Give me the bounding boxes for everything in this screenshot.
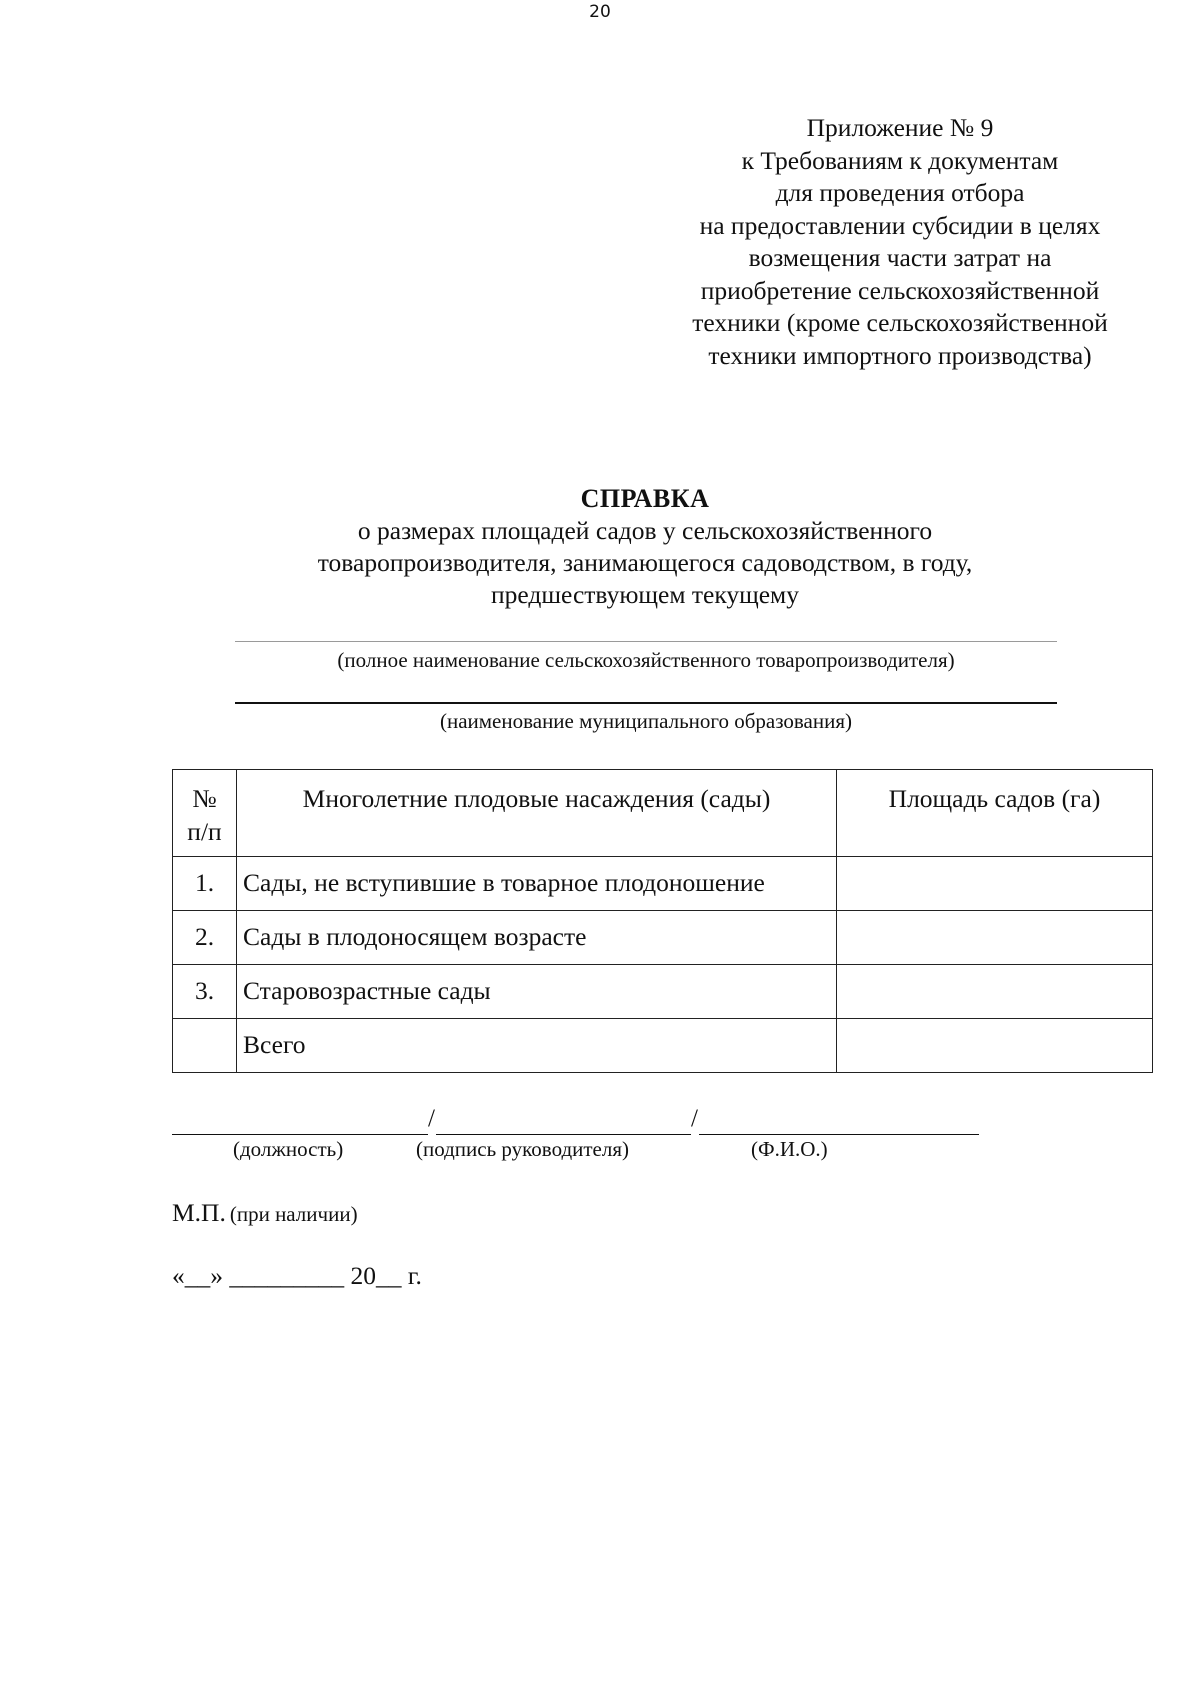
row-area-field[interactable] — [837, 965, 1153, 1019]
table-row — [173, 1019, 1153, 1073]
stamp-note: (при наличии) — [229, 1202, 358, 1226]
appendix-line: техники (кроме сельскохозяйственной — [692, 308, 1108, 337]
appendix-line: на предоставлении субсидии в целях — [699, 210, 1101, 240]
appendix-line: возмещения части затрат на — [748, 243, 1052, 272]
title-subtitle-line: товаропроизводителя, занимающегося садоводством, в году, — [317, 548, 973, 577]
municipality-field[interactable] — [235, 702, 1057, 704]
row-number: 3. — [173, 965, 237, 1019]
header-number-abbr: п/п — [187, 817, 222, 846]
table-header-row — [173, 770, 1153, 857]
signature-separator: / — [428, 1105, 435, 1132]
full-name-caption: (Ф.И.О.) — [751, 1137, 828, 1161]
municipality-caption: (наименование муниципального образования) — [439, 709, 853, 733]
title-subtitle-line: предшествующем текущему — [491, 580, 799, 609]
appendix-line: для проведения отбора — [775, 178, 1025, 207]
position-field[interactable] — [172, 1134, 428, 1135]
header-row-number — [173, 770, 237, 857]
appendix-line: приобретение сельскохозяйственной — [700, 275, 1100, 305]
row-plantings: Сады в плодоносящем возрасте — [237, 911, 837, 965]
garden-areas-table — [172, 769, 1153, 1073]
full-name-field[interactable] — [699, 1134, 979, 1135]
row-plantings: Сады, не вступившие в товарное плодоношение — [237, 857, 837, 911]
row-plantings: Старовозрастные сады — [237, 965, 837, 1019]
row-number — [173, 1019, 237, 1073]
header-number-sign: № — [192, 784, 217, 813]
stamp-label: М.П. — [172, 1198, 226, 1227]
stamp-place — [172, 1198, 358, 1228]
header-plantings: Многолетние плодовые насаждения (сады) — [237, 770, 837, 857]
appendix-line: к Требованиям к документам — [741, 145, 1059, 175]
signature-field[interactable] — [436, 1134, 691, 1135]
header-area: Площадь садов (га) — [837, 770, 1153, 857]
table-row — [173, 911, 1153, 965]
table-row — [173, 857, 1153, 911]
table-row — [173, 965, 1153, 1019]
row-number: 2. — [173, 911, 237, 965]
appendix-line: техники импортного производства) — [708, 340, 1092, 370]
row-area-field[interactable] — [837, 911, 1153, 965]
title-subtitle-line: о размерах площадей садов у сельскохозяйственного — [357, 516, 933, 545]
producer-name-field[interactable] — [235, 641, 1057, 642]
signature-caption: (подпись руководителя) — [416, 1137, 630, 1161]
row-number: 1. — [173, 857, 237, 911]
document-title — [0, 483, 1200, 611]
date-line[interactable]: «__» _________ 20__ г. — [172, 1261, 422, 1290]
producer-name-caption: (полное наименование сельскохозяйственного товаропроизводителя) — [337, 648, 955, 672]
position-caption: (должность) — [233, 1137, 344, 1161]
row-area-field[interactable] — [837, 1019, 1153, 1073]
row-plantings: Всего — [237, 1019, 837, 1073]
signature-separator: / — [691, 1105, 698, 1132]
appendix-line: Приложение № 9 — [806, 113, 994, 142]
row-area-field[interactable] — [837, 857, 1153, 911]
title-heading: СПРАВКА — [580, 484, 710, 513]
appendix-reference — [650, 112, 1150, 372]
page-number: 20 — [589, 2, 611, 22]
